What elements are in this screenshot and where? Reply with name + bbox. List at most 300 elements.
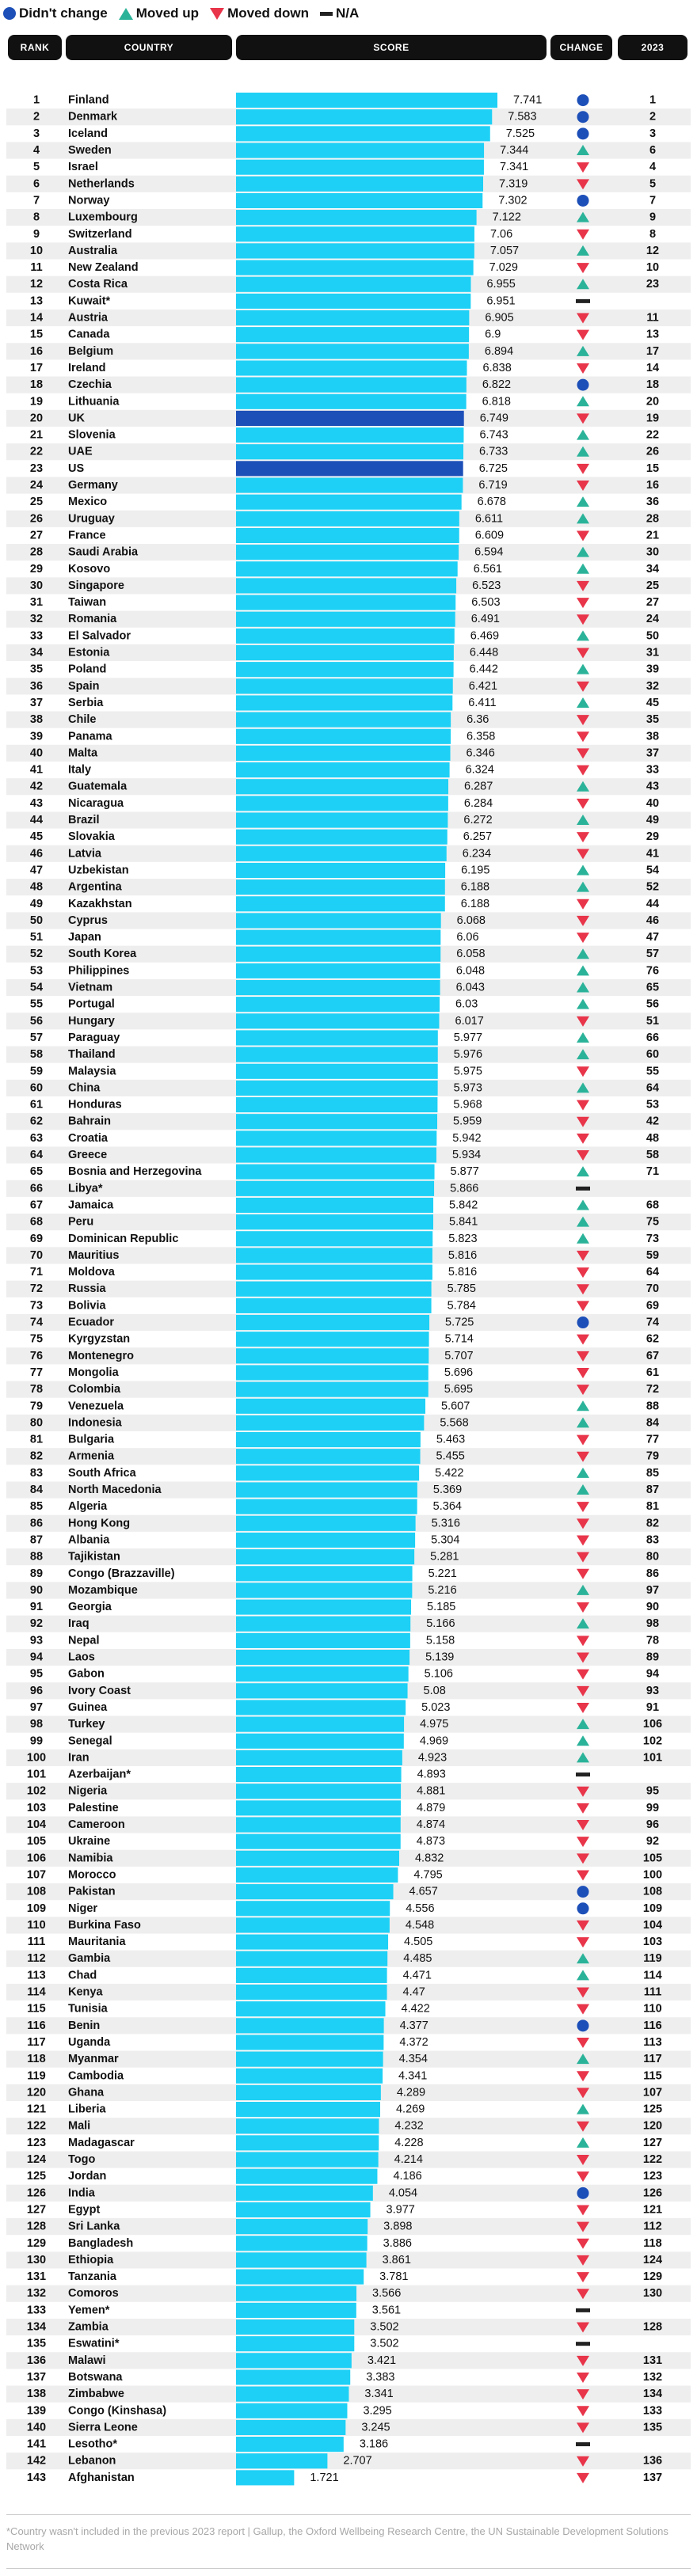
bar <box>236 1817 401 1832</box>
bar <box>236 2152 379 2167</box>
prev-rank-label: 74 <box>646 1316 660 1329</box>
moved-down-triangle-icon <box>577 263 589 273</box>
rank-label: 126 <box>26 2187 47 2200</box>
country-label: Kuwait* <box>68 294 111 308</box>
rank-label: 14 <box>29 311 44 325</box>
score-label: 1.721 <box>310 2471 339 2484</box>
prev-rank-label: 135 <box>642 2421 663 2434</box>
score-label: 6.188 <box>460 897 490 910</box>
moved-up-triangle-icon <box>577 999 589 1009</box>
bar <box>236 1465 419 1480</box>
score-label: 4.893 <box>417 1768 446 1781</box>
country-label: Paraguay <box>68 1031 120 1044</box>
rank-label: 136 <box>26 2354 47 2367</box>
rank-label: 119 <box>27 2069 46 2083</box>
moved-down-triangle-icon <box>577 230 589 240</box>
rank-label: 48 <box>29 880 44 894</box>
moved-up-triangle-icon <box>577 697 589 708</box>
bar <box>236 310 469 325</box>
prev-rank-label: 33 <box>646 763 660 777</box>
prev-rank-label: 133 <box>642 2404 663 2418</box>
moved-down-triangle-icon <box>577 832 589 842</box>
rank-label: 112 <box>27 1952 46 1966</box>
prev-rank-label: 15 <box>646 462 660 475</box>
rank-label: 30 <box>29 579 44 592</box>
bar <box>236 1734 404 1749</box>
rank-label: 8 <box>32 211 40 224</box>
score-label: 5.975 <box>453 1065 483 1078</box>
bar <box>236 896 445 911</box>
country-label: Iceland <box>68 127 108 140</box>
legend-down-label: Moved down <box>227 6 310 21</box>
prev-rank-label: 26 <box>646 445 660 458</box>
rank-label: 49 <box>29 897 44 910</box>
header-2023: 2023 <box>618 35 687 60</box>
country-label: Ireland <box>68 361 106 374</box>
country-label: Uzbekistan <box>68 864 129 877</box>
prev-rank-label: 12 <box>646 244 660 257</box>
prev-rank-label: 43 <box>646 780 660 793</box>
score-label: 6.894 <box>484 344 514 358</box>
prev-rank-label: 126 <box>642 2187 663 2200</box>
rank-label: 105 <box>26 1835 47 1848</box>
country-label: Bosnia and Herzegovina <box>68 1165 202 1179</box>
country-label: Palestine <box>68 1801 119 1814</box>
moved-down-triangle-icon <box>577 1703 589 1713</box>
bar <box>236 243 474 258</box>
bar <box>236 360 467 375</box>
score-label: 3.341 <box>364 2388 394 2401</box>
prev-rank-label: 60 <box>646 1048 660 1062</box>
bar <box>236 1114 437 1129</box>
bar <box>236 2085 381 2100</box>
prev-rank-label: 106 <box>642 1718 663 1731</box>
prev-rank-label: 24 <box>646 613 660 626</box>
country-label: Nicaragua <box>68 796 124 810</box>
bar <box>236 2320 354 2335</box>
score-label: 4.471 <box>402 1969 432 1982</box>
prev-rank-label: 99 <box>646 1801 660 1814</box>
bar <box>236 226 474 241</box>
score-label: 6.188 <box>460 880 490 894</box>
country-label: Japan <box>68 931 101 944</box>
rank-label: 36 <box>29 679 44 693</box>
prev-rank-label: 109 <box>642 1902 663 1915</box>
bar <box>236 997 440 1012</box>
moved-down-triangle-icon <box>577 799 589 809</box>
rank-label: 15 <box>29 328 44 341</box>
score-label: 5.816 <box>448 1266 478 1279</box>
score-label: 6.346 <box>466 747 495 760</box>
bar <box>236 1265 432 1280</box>
rank-label: 54 <box>29 981 44 994</box>
bar <box>236 980 440 995</box>
country-label: South Korea <box>68 948 137 961</box>
prev-rank-label: 110 <box>643 2002 662 2016</box>
moved-up-triangle-icon <box>577 1032 589 1043</box>
bar <box>236 193 482 208</box>
prev-rank-label: 22 <box>646 428 660 442</box>
score-label: 5.842 <box>449 1199 478 1212</box>
country-label: Zambia <box>68 2320 109 2334</box>
prev-rank-label: 92 <box>646 1835 660 1848</box>
prev-rank-label: 54 <box>646 864 660 877</box>
bar <box>236 1499 417 1514</box>
moved-down-triangle-icon <box>577 1435 589 1446</box>
bar <box>236 1717 404 1732</box>
bar <box>236 947 440 962</box>
prev-rank-label: 4 <box>649 161 657 174</box>
rank-label: 50 <box>29 914 44 927</box>
bar <box>236 612 455 627</box>
rank-label: 108 <box>26 1885 47 1898</box>
prev-rank-label: 95 <box>646 1784 660 1798</box>
rank-label: 117 <box>27 2035 46 2049</box>
country-label: Kenya <box>68 1985 103 1999</box>
country-label: Albania <box>68 1533 110 1547</box>
score-label: 6.733 <box>479 445 508 458</box>
score-label: 5.568 <box>440 1416 469 1430</box>
score-label: 2.707 <box>343 2454 372 2468</box>
score-label: 3.186 <box>359 2437 389 2451</box>
country-label: Gabon <box>68 1667 105 1681</box>
moved-up-triangle-icon <box>577 430 589 440</box>
rank-label: 17 <box>29 361 44 374</box>
prev-rank-label: 2 <box>649 110 657 123</box>
bar <box>236 444 463 459</box>
score-label: 6.9 <box>485 328 501 341</box>
score-label: 5.158 <box>425 1634 455 1647</box>
bar <box>236 1097 437 1112</box>
header-score: SCORE <box>236 35 547 60</box>
rank-label: 16 <box>29 344 44 358</box>
country-label: UAE <box>68 445 93 458</box>
country-label: Mexico <box>68 496 108 509</box>
prev-rank-label: 111 <box>643 1985 662 1999</box>
prev-rank-label: 16 <box>646 479 660 492</box>
rank-label: 132 <box>26 2287 47 2301</box>
rank-label: 20 <box>29 412 44 425</box>
rank-label: 21 <box>29 428 44 442</box>
moved-down-triangle-icon <box>577 2406 589 2416</box>
rank-label: 96 <box>29 1684 44 1697</box>
country-label: Malawi <box>68 2354 106 2367</box>
rank-label: 70 <box>29 1248 44 1262</box>
bar <box>236 1750 402 1765</box>
prev-rank-label: 115 <box>643 2069 662 2083</box>
rank-label: 73 <box>29 1299 44 1313</box>
prev-rank-label: 37 <box>646 747 660 760</box>
rank-label: 79 <box>29 1400 44 1413</box>
bar <box>236 1549 414 1564</box>
country-label: Ethiopia <box>68 2253 114 2266</box>
legend-na-label: N/A <box>336 6 360 21</box>
country-label: Tajikistan <box>68 1550 120 1563</box>
country-label: Czechia <box>68 378 112 392</box>
rank-label: 83 <box>29 1466 44 1480</box>
prev-rank-label: 3 <box>649 127 657 140</box>
rank-label: 29 <box>29 562 44 576</box>
score-label: 4.377 <box>399 2019 428 2032</box>
country-label: Zimbabwe <box>68 2388 124 2401</box>
bar <box>236 461 463 476</box>
na-dash-icon <box>576 2442 590 2446</box>
na-dash-icon <box>576 2342 590 2346</box>
country-label: Australia <box>68 244 118 257</box>
score-label: 5.695 <box>444 1383 474 1396</box>
moved-up-triangle-icon <box>577 396 589 406</box>
score-label: 4.372 <box>399 2035 428 2049</box>
moved-down-triangle-icon <box>577 2038 589 2048</box>
prev-rank-label: 85 <box>646 1466 660 1480</box>
score-label: 5.785 <box>447 1282 476 1296</box>
country-label: Mauritius <box>68 1248 120 1262</box>
bar <box>236 863 445 878</box>
moved-down-triangle-icon <box>577 1535 589 1545</box>
bar <box>236 2270 364 2285</box>
country-label: Italy <box>68 763 92 777</box>
rank-label: 26 <box>29 512 44 526</box>
country-label: Lebanon <box>68 2454 116 2468</box>
prev-rank-label: 46 <box>646 914 660 927</box>
country-label: Pakistan <box>68 1885 116 1898</box>
rank-label: 85 <box>29 1500 44 1514</box>
moved-down-triangle-icon <box>577 363 589 374</box>
score-label: 5.369 <box>432 1484 463 1497</box>
country-label: Guatemala <box>68 780 128 793</box>
rank-label: 28 <box>29 545 44 559</box>
prev-rank-label: 136 <box>642 2454 663 2468</box>
country-label: Finland <box>68 93 109 107</box>
prev-rank-label: 28 <box>646 512 660 526</box>
bar <box>236 561 458 576</box>
footnote: *Country wasn't included in the previous 2023 report | Gallup, the Oxford Wellbeing Research Centre, the UN Sustainable Development Solutions Network <box>6 2525 668 2552</box>
bar <box>236 2102 380 2117</box>
rank-label: 94 <box>29 1651 44 1664</box>
rank-label: 100 <box>26 1751 47 1765</box>
country-label: Mongolia <box>68 1366 119 1379</box>
score-label: 6.609 <box>474 529 505 542</box>
score-label: 6.594 <box>474 545 504 559</box>
bar <box>236 1365 428 1380</box>
country-label: Russia <box>68 1282 106 1296</box>
rank-label: 46 <box>29 847 44 861</box>
prev-rank-label: 20 <box>646 395 660 408</box>
country-label: Benin <box>68 2019 101 2032</box>
score-label: 4.47 <box>402 1985 425 1999</box>
country-label: Armenia <box>68 1449 115 1463</box>
bar <box>236 2052 383 2067</box>
prev-rank-label: 127 <box>642 2136 663 2149</box>
prev-rank-label: 105 <box>642 1852 663 1865</box>
score-label: 4.214 <box>394 2153 423 2167</box>
bar <box>236 1767 402 1782</box>
bar <box>236 1432 421 1447</box>
prev-rank-label: 71 <box>646 1165 660 1179</box>
moved-down-triangle-icon <box>577 162 589 173</box>
na-dash-icon <box>576 299 590 303</box>
score-label: 3.977 <box>386 2203 415 2217</box>
country-label: Colombia <box>68 1383 121 1396</box>
prev-rank-label: 62 <box>646 1332 660 1346</box>
prev-rank-label: 29 <box>646 830 660 844</box>
bar <box>236 1315 429 1330</box>
header-country: COUNTRY <box>66 35 232 60</box>
rank-label: 90 <box>29 1583 44 1597</box>
rank-label: 95 <box>29 1667 44 1681</box>
rank-label: 91 <box>29 1601 44 1614</box>
score-label: 7.057 <box>489 244 520 257</box>
bar <box>236 2118 379 2133</box>
moved-down-triangle-icon <box>577 1368 589 1378</box>
rank-label: 131 <box>26 2270 47 2284</box>
country-label: Bolivia <box>68 1299 106 1313</box>
score-label: 6.411 <box>468 696 497 709</box>
bar <box>236 913 441 928</box>
rank-label: 12 <box>29 278 44 291</box>
score-label: 5.973 <box>453 1081 482 1095</box>
score-label: 4.832 <box>414 1852 444 1865</box>
prev-rank-label: 59 <box>646 1248 660 1262</box>
rank-label: 13 <box>29 294 44 308</box>
score-label: 6.491 <box>470 613 501 626</box>
country-label: Argentina <box>68 880 122 894</box>
rank-label: 7 <box>32 194 40 207</box>
moved-down-triangle-icon <box>577 1636 589 1646</box>
score-label: 6.503 <box>471 596 501 610</box>
rank-label: 122 <box>26 2119 47 2133</box>
rank-label: 24 <box>29 479 44 492</box>
bar <box>236 1332 429 1347</box>
score-label: 6.822 <box>482 378 512 392</box>
prev-rank-label: 70 <box>646 1282 660 1296</box>
bar <box>236 1617 410 1632</box>
moved-down-triangle-icon <box>577 1670 589 1680</box>
score-label: 5.942 <box>452 1131 482 1145</box>
country-label: Lithuania <box>68 395 120 408</box>
moved-down-triangle-icon <box>577 2239 589 2249</box>
country-label: Libya* <box>68 1182 103 1195</box>
prev-rank-label: 65 <box>646 981 660 994</box>
rank-label: 78 <box>29 1383 44 1396</box>
score-label: 3.781 <box>379 2270 409 2284</box>
score-label: 6.358 <box>467 730 496 743</box>
moved-down-triangle-icon <box>577 598 589 608</box>
country-label: Guinea <box>68 1700 108 1714</box>
country-label: Malta <box>68 747 98 760</box>
score-label: 7.029 <box>489 261 518 275</box>
bar <box>236 1298 432 1313</box>
score-label: 6.017 <box>455 1014 484 1028</box>
prev-rank-label: 25 <box>646 579 660 592</box>
score-label: 3.383 <box>366 2370 395 2384</box>
score-label: 3.566 <box>372 2287 402 2301</box>
no-change-circle-icon <box>577 94 589 106</box>
score-label: 4.975 <box>420 1718 449 1731</box>
country-label: Eswatini* <box>68 2337 120 2350</box>
score-label: 6.523 <box>472 579 501 592</box>
country-label: Costa Rica <box>68 278 128 291</box>
prev-rank-label: 35 <box>646 713 660 727</box>
score-label: 5.216 <box>428 1583 457 1597</box>
bar <box>236 1784 401 1799</box>
country-label: Peru <box>68 1215 94 1229</box>
country-label: India <box>68 2187 95 2200</box>
moved-down-triangle-icon <box>577 1267 589 1278</box>
bar <box>236 1533 415 1548</box>
prev-rank-label: 23 <box>646 278 660 291</box>
country-label: Sweden <box>68 144 112 158</box>
country-label: Senegal <box>68 1734 112 1748</box>
score-label: 6.043 <box>455 981 485 994</box>
prev-rank-label: 51 <box>646 1014 660 1028</box>
score-label: 5.08 <box>423 1684 446 1697</box>
prev-rank-label: 130 <box>642 2287 663 2301</box>
bar <box>236 678 453 693</box>
country-label: Portugal <box>68 997 115 1011</box>
rank-label: 11 <box>30 261 43 275</box>
moved-down-triangle-icon <box>577 1301 589 1311</box>
rank-label: 66 <box>29 1182 44 1195</box>
country-label: Saudi Arabia <box>68 545 139 559</box>
no-change-circle-icon <box>577 2019 589 2031</box>
country-label: Cyprus <box>68 914 108 927</box>
country-label: Poland <box>68 663 107 676</box>
score-label: 4.874 <box>416 1818 446 1832</box>
rank-label: 129 <box>26 2236 47 2250</box>
bar <box>236 779 448 794</box>
no-change-circle-icon <box>577 379 589 391</box>
rank-label: 127 <box>26 2203 47 2217</box>
prev-rank-label: 112 <box>643 2220 662 2233</box>
prev-rank-label: 31 <box>646 646 660 659</box>
prev-rank-label: 137 <box>642 2471 663 2484</box>
moved-down-triangle-icon <box>577 464 589 474</box>
country-label: Thailand <box>68 1048 116 1062</box>
moved-up-triangle-icon <box>577 1166 589 1176</box>
rank-label: 111 <box>27 1936 46 1949</box>
prev-rank-label: 87 <box>646 1484 660 1497</box>
country-label: Morocco <box>68 1868 116 1882</box>
moved-down-triangle-icon <box>577 731 589 742</box>
rank-label: 106 <box>26 1852 47 1865</box>
prev-rank-label: 57 <box>646 948 660 961</box>
rank-label: 102 <box>26 1784 47 1798</box>
prev-rank-label: 132 <box>642 2370 663 2384</box>
rank-label: 109 <box>26 1902 47 1915</box>
score-label: 3.898 <box>383 2220 413 2233</box>
rank-label: 55 <box>29 997 44 1011</box>
country-label: Namibia <box>68 1852 113 1865</box>
bar <box>236 963 440 978</box>
no-change-circle-icon <box>577 1316 589 1328</box>
bar <box>236 712 451 728</box>
score-label: 4.289 <box>396 2086 426 2099</box>
country-label: North Macedonia <box>68 1484 162 1497</box>
score-label: 6.719 <box>478 479 508 492</box>
rank-label: 5 <box>32 161 40 174</box>
bar <box>236 1935 388 1950</box>
country-label: Panama <box>68 730 112 743</box>
rank-label: 71 <box>29 1266 44 1279</box>
moved-down-triangle-icon <box>577 1100 589 1111</box>
rank-label: 65 <box>29 1165 44 1179</box>
country-label: Nepal <box>68 1634 100 1647</box>
bar <box>236 160 484 175</box>
bar <box>236 1282 432 1297</box>
score-label: 5.877 <box>450 1165 479 1179</box>
bar <box>236 1582 412 1598</box>
